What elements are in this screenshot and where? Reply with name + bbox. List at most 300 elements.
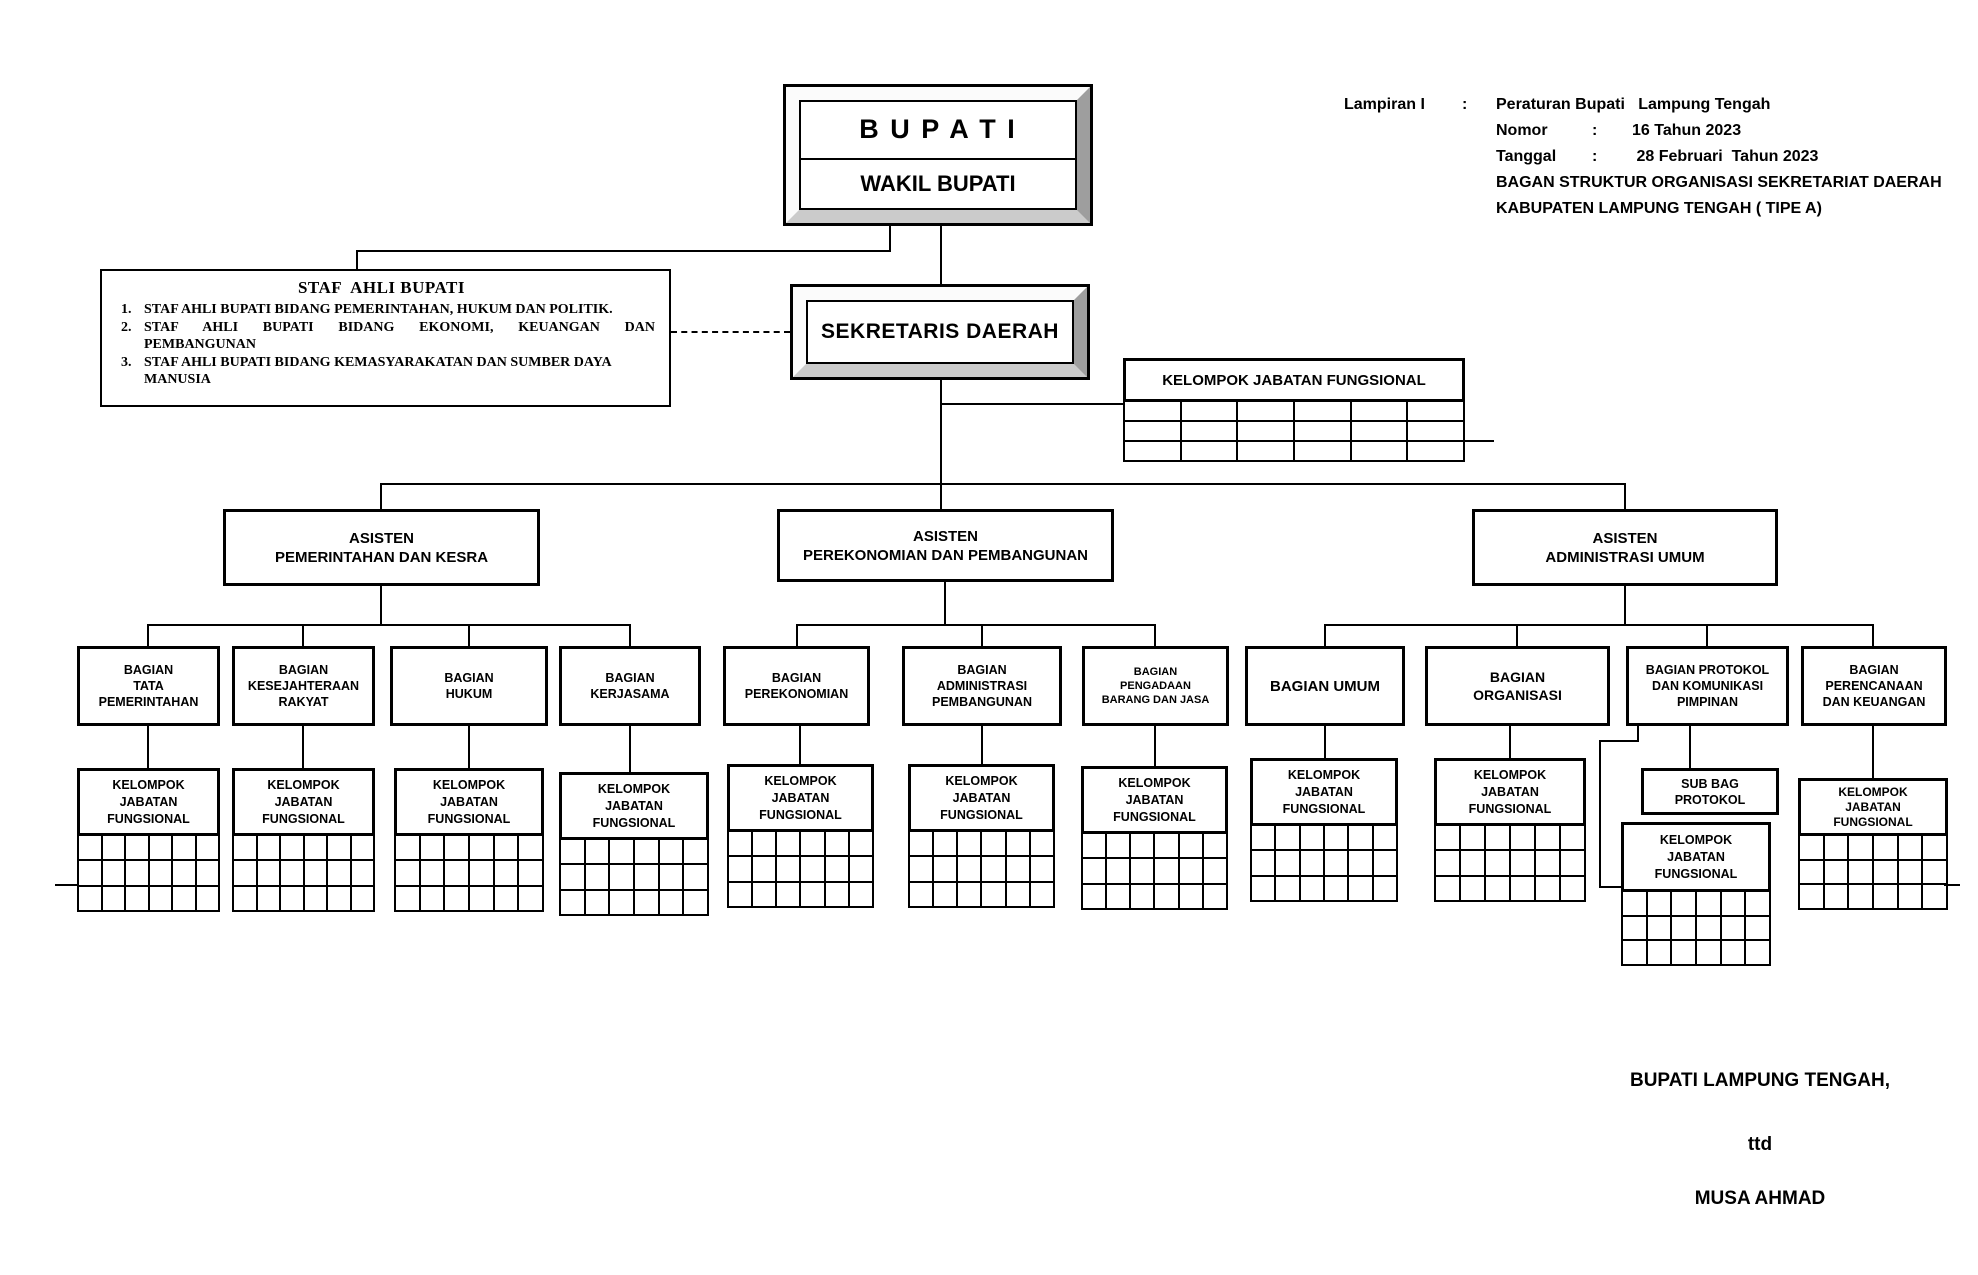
grid-cell [660,891,683,914]
connector-drop-bagian-protokol [1706,624,1708,646]
grid-cell [1436,826,1459,849]
grid-cell [982,883,1004,906]
grid-cell [1238,422,1293,440]
grid-cell [103,861,125,884]
connector-stafahli-sekretaris-dashed [671,331,790,333]
signature-title: BUPATI LAMPUNG TENGAH, [1629,1070,1890,1091]
grid-cell [934,857,956,880]
kjf-line: JABATAN [440,794,498,809]
item-number: 3. [121,354,132,370]
sekretaris-box-inner [806,300,1074,364]
kjf-box-pengadaan-barang-jasa [1081,766,1228,834]
kjf-line: KELOMPOK [1287,767,1361,782]
kjf-line: JABATAN [1295,784,1353,799]
bagian-line: DAN KEUANGAN [1822,695,1926,709]
kjf-line: FUNGSIONAL [1654,866,1738,881]
bagian-kesejahteraan-rakyat-box [232,646,375,726]
bagian-line: PEMERINTAHAN [98,695,199,709]
lampiran-annotation [1344,92,1972,222]
bagian-line: PERENCANAAN [1825,679,1923,693]
grid-cell [1252,851,1274,874]
bagian-administrasi-pembangunan-box [902,646,1062,726]
kjf-line: FUNGSIONAL [107,811,190,826]
connector-bupati-drop-left [889,225,891,252]
grid-cell [1349,826,1371,849]
kjf-grid [232,834,375,912]
grid-cell [1461,851,1484,874]
lampiran-colon: : [1462,96,1468,113]
grid-cell [1746,941,1769,964]
grid-cell [1325,826,1347,849]
grid-cell [1295,442,1350,460]
connector-drop-bagian-pengadaan [1154,624,1156,646]
grid-cell [1408,402,1463,420]
bagian-line: TATA [133,679,164,693]
grid-cell [173,887,195,910]
grid-cell [635,865,658,888]
grid-cell [1486,877,1509,900]
grid-cell [1325,877,1347,900]
grid-cell [850,832,872,855]
connector-asisten-distributor [380,483,1626,485]
item-line: STAF AHLI BUPATI BIDANG KEMASYARAKATAN DAN SUMBER DAYA [144,354,612,370]
kjf-line: JABATAN [1481,784,1539,799]
grid-cell [910,883,932,906]
connector-drop-bagian-kesra [302,624,304,646]
grid-cell [1301,826,1323,849]
grid-cell [1561,877,1584,900]
item-number: 1. [121,302,132,317]
grid-cell [1849,836,1872,859]
connector-drop-bagian-tata [147,624,149,646]
kjf-line: KELOMPOK [764,773,837,788]
grid-cell [1204,859,1226,882]
grid-cell [396,861,419,884]
connector-bupati-to-stafahli [356,250,891,252]
bagian-line: ADMINISTRASI [936,679,1028,693]
grid-cell [519,887,542,910]
grid-cell [777,832,799,855]
kjf-line: KELOMPOK [112,777,185,792]
grid-cell [684,865,707,888]
bagian-organisasi-box [1425,646,1610,726]
staf-ahli-title: STAF AHLI BUPATI [297,278,466,297]
grid-cell [610,865,633,888]
kjf-grid [908,830,1055,908]
grid-cell [982,857,1004,880]
asisten-line: PEMERINTAHAN DAN KESRA [274,548,489,566]
grid-cell [1746,892,1769,915]
grid-cell [586,840,609,863]
connector-asisten2-distributor [796,624,1156,626]
connector-umum-kjf [1324,726,1326,758]
asisten-administrasi-umum-box [1472,509,1778,586]
asisten-line: ASISTEN [1592,529,1658,547]
grid-cell [1923,885,1946,908]
grid-cell [328,887,350,910]
asisten-line: PEREKONOMIAN DAN PEMBANGUNAN [802,546,1088,564]
bagian-perencanaan-keuangan-box [1801,646,1947,726]
connector-asisten2-drop [944,582,946,626]
kjf-grid [1250,824,1398,902]
grid-cell [1182,402,1237,420]
grid-cell [1204,834,1226,857]
kjf-line: FUNGSIONAL [427,811,511,826]
asisten-line: ASISTEN [348,529,414,547]
grid-cell [1295,422,1350,440]
grid-cell [258,861,280,884]
grid-cell [352,861,374,884]
grid-cell [1131,885,1153,908]
grid-cell [79,861,101,884]
grid-cell [1180,859,1202,882]
grid-line-artifact [1461,440,1494,442]
kjf-line: FUNGSIONAL [940,807,1023,822]
kjf-line: KELOMPOK [432,777,506,792]
item-text [144,301,655,319]
grid-cell [234,861,256,884]
grid-cell [281,861,303,884]
grid-cell [1301,851,1323,874]
grid-cell [126,887,148,910]
connector-perencanaan-kjf [1872,726,1874,778]
grid-cell [1461,877,1484,900]
grid-cell [234,836,256,859]
grid-cell [1899,836,1922,859]
spacer [1344,170,1462,196]
grid-cell [1125,442,1180,460]
lampiran-row-1 [1344,92,1972,118]
kjf-line: KELOMPOK [1473,767,1547,782]
grid-cell [1125,402,1180,420]
grid-cell [1436,877,1459,900]
bagian-line: BARANG DAN JASA [1101,694,1210,706]
bagian-line: BAGIAN [957,663,1007,677]
grid-cell [1107,885,1129,908]
tanggal-row [1496,144,1972,170]
peraturan-value: Peraturan Bupati Lampung Tengah [1496,96,1771,113]
grid-cell [1182,442,1237,460]
grid-cell [79,836,101,859]
bagian-protokol-komunikasi-pimpinan-box [1626,646,1789,726]
grid-line-artifact [1944,884,1960,886]
grid-cell [982,832,1004,855]
grid-cell [281,887,303,910]
kjf-line: JABATAN [952,790,1011,805]
grid-cell [1131,834,1153,857]
grid-cell [79,887,101,910]
staf-ahli-item-3 [108,354,655,389]
connector-asisten1-distributor [147,624,631,626]
kjf-line: JABATAN [1845,799,1901,814]
grid-cell [753,883,775,906]
staf-ahli-item-2 [108,319,655,354]
kjf-box-perekonomian [727,764,874,832]
grid-cell [470,887,493,910]
grid-cell [801,832,823,855]
spacer [1344,144,1462,170]
grid-cell [1461,826,1484,849]
grid-cell [1180,885,1202,908]
grid-cell [1849,885,1872,908]
spacer [1462,196,1496,222]
grid-cell [826,832,848,855]
connector-pengadaan-kjf [1154,726,1156,766]
bagian-perekonomian-box [723,646,870,726]
connector-protokol-kjf-seg3 [1599,740,1601,888]
bagian-pengadaan-barang-jasa-box [1082,646,1229,726]
bagian-line: BAGIAN [444,671,494,685]
kjf-line: FUNGSIONAL [1833,814,1913,829]
bagian-line: BAGIAN [1849,663,1899,677]
grid-cell [910,857,932,880]
sub-bag-line: SUB BAG [1681,776,1739,791]
grid-cell [1007,857,1029,880]
grid-cell [445,836,468,859]
grid-cell [1374,851,1396,874]
grid-cell [1295,402,1350,420]
grid-cell [197,836,219,859]
grid-cell [1238,442,1293,460]
kjf-line: FUNGSIONAL [1113,809,1196,824]
bupati-box-inner [799,100,1077,210]
grid-cell [470,836,493,859]
staf-ahli-box [100,269,671,407]
kjf-box-perencanaan-keuangan [1798,778,1948,836]
sub-bag-line: PROTOKOL [1674,792,1746,807]
kjf-grid [77,834,220,912]
grid-cell [1874,861,1897,884]
grid-cell [126,836,148,859]
grid-cell [1083,834,1105,857]
grid-cell [1672,941,1695,964]
grid-cell [1349,851,1371,874]
kjf-line: JABATAN [1667,849,1725,864]
nomor-row [1496,118,1972,144]
grid-cell [910,832,932,855]
grid-cell [1800,885,1823,908]
grid-cell [150,887,172,910]
grid-cell [958,857,980,880]
bagian-umum-box [1245,646,1405,726]
kjf-line: KELOMPOK [1838,784,1908,799]
bagian-line: BAGIAN [1489,669,1546,685]
lampiran-row-3 [1344,144,1972,170]
tanggal-value: 28 Februari Tahun 2023 [1632,148,1819,165]
grid-cell [1561,851,1584,874]
bagian-line: BAGIAN PROTOKOL [1645,663,1770,677]
kjf-line: JABATAN [274,794,333,809]
grid-cell [1923,861,1946,884]
asisten-perekonomian-pembangunan-box [777,509,1114,582]
grid-cell [753,832,775,855]
grid-cell [1825,861,1848,884]
grid-cell [1722,917,1745,940]
grid-cell [1623,941,1646,964]
connector-drop-bagian-umum [1324,624,1326,646]
grid-cell [934,883,956,906]
grid-cell [1374,877,1396,900]
lampiran-label: Lampiran I [1344,96,1425,113]
bupati-title: B U P A T I [801,102,1075,160]
grid-cell [1536,851,1559,874]
connector-tata-kjf [147,726,149,768]
bagian-line: KESEJAHTERAAN [247,679,360,693]
kjf-grid [1081,832,1228,910]
grid-cell [1352,402,1407,420]
grid-cell [586,865,609,888]
item-line: MANUSIA [144,372,211,387]
wakil-bupati-title: WAKIL BUPATI [860,170,1016,196]
grid-cell [561,891,584,914]
grid-cell [1155,834,1177,857]
grid-cell [1648,892,1671,915]
item-text [144,354,655,389]
grid-cell [126,861,148,884]
kjf-line: KELOMPOK [1118,775,1191,790]
grid-cell [1672,892,1695,915]
grid-cell [1155,885,1177,908]
grid-cell [753,857,775,880]
signature-name: MUSA AHMAD [1694,1188,1826,1209]
grid-cell [352,836,374,859]
bagian-line: DAN KOMUNIKASI [1651,679,1764,693]
grid-cell [1825,885,1848,908]
grid-cell [396,887,419,910]
grid-cell [1874,885,1897,908]
bagian-tata-pemerintahan-box [77,646,220,726]
grid-line-artifact [55,884,79,886]
kjf-top-grid [1123,400,1465,462]
grid-cell [1722,941,1745,964]
kjf-grid [559,838,709,916]
bagian-line: PENGADAAN [1120,680,1191,692]
grid-cell [1083,885,1105,908]
nomor-value: 16 Tahun 2023 [1632,122,1742,139]
grid-cell [234,887,256,910]
kjf-grid [1434,824,1586,902]
kjf-box-umum [1250,758,1398,826]
grid-cell [1536,877,1559,900]
connector-asisten3-drop [1624,586,1626,626]
item-line: STAF AHLI BUPATI BIDANG EKONOMI, KEUANGAN DAN [144,319,655,335]
kjf-line: KELOMPOK [597,781,671,796]
grid-cell [777,883,799,906]
bagian-line: RAKYAT [278,695,329,709]
connector-drop-bagian-organisasi [1516,624,1518,646]
grid-cell [1800,861,1823,884]
grid-cell [1697,941,1720,964]
connector-admbang-kjf [981,726,983,764]
grid-cell [305,861,327,884]
grid-cell [1349,877,1371,900]
grid-cell [1107,834,1129,857]
connector-drop-bagian-kerjasama [629,624,631,646]
grid-cell [729,832,751,855]
sekretaris-daerah-box [790,284,1090,380]
grid-cell [958,883,980,906]
grid-cell [850,883,872,906]
sekretaris-daerah-title: SEKRETARIS DAERAH [821,320,1059,343]
grid-cell [1083,859,1105,882]
grid-cell [1252,877,1274,900]
grid-cell [1923,836,1946,859]
grid-cell [1800,836,1823,859]
bagian-line: PEREKONOMIAN [744,687,849,701]
grid-cell [1722,892,1745,915]
grid-cell [1436,851,1459,874]
kjf-box-hukum [394,768,544,836]
signature-ttd: ttd [1747,1134,1773,1155]
bagian-kerjasama-box [559,646,701,726]
connector-asisten3-distributor [1324,624,1874,626]
grid-cell [1511,851,1534,874]
connector-sekretaris-kjf [940,403,1125,405]
bagian-line: BAGIAN [278,663,329,677]
grid-cell [1182,422,1237,440]
kjf-grid [1621,890,1771,966]
bagian-line: ORGANISASI [1473,687,1562,703]
kjf-line: KELOMPOK [267,777,340,792]
grid-cell [1007,832,1029,855]
item-number: 2. [121,319,132,335]
grid-cell [328,861,350,884]
grid-cell [103,836,125,859]
bagian-line: PEMBANGUNAN [932,695,1032,709]
asisten-line: ADMINISTRASI UMUM [1545,548,1705,566]
grid-cell [801,883,823,906]
grid-cell [258,887,280,910]
kjf-box-organisasi [1434,758,1586,826]
grid-cell [1301,877,1323,900]
grid-cell [934,832,956,855]
grid-cell [1536,826,1559,849]
bagian-line: KERJASAMA [590,687,670,701]
grid-cell [173,861,195,884]
grid-cell [826,883,848,906]
grid-cell [1825,836,1848,859]
grid-cell [635,840,658,863]
grid-cell [1746,917,1769,940]
bagian-line: PIMPINAN [1676,695,1739,709]
grid-cell [1252,826,1274,849]
grid-cell [1276,826,1298,849]
tanggal-colon: : [1592,148,1598,165]
grid-cell [635,891,658,914]
item-line: PEMBANGUNAN [144,337,256,352]
kjf-box-administrasi-pembangunan [908,764,1055,832]
grid-cell [470,861,493,884]
kjf-grid [1798,834,1948,910]
grid-cell [1697,917,1720,940]
grid-cell [586,891,609,914]
grid-cell [561,865,584,888]
grid-cell [197,887,219,910]
spacer [1462,118,1496,144]
kjf-line: JABATAN [119,794,178,809]
grid-cell [150,861,172,884]
kjf-line: JABATAN [771,790,830,805]
bagian-line: BAGIAN [605,671,655,685]
kjf-line: JABATAN [605,798,663,813]
grid-cell [1352,442,1407,460]
tanggal-label: Tanggal [1496,148,1557,165]
grid-cell [1408,422,1463,440]
grid-cell [495,861,518,884]
grid-cell [1697,892,1720,915]
lampiran-row-2 [1344,118,1972,144]
grid-cell [1107,859,1129,882]
